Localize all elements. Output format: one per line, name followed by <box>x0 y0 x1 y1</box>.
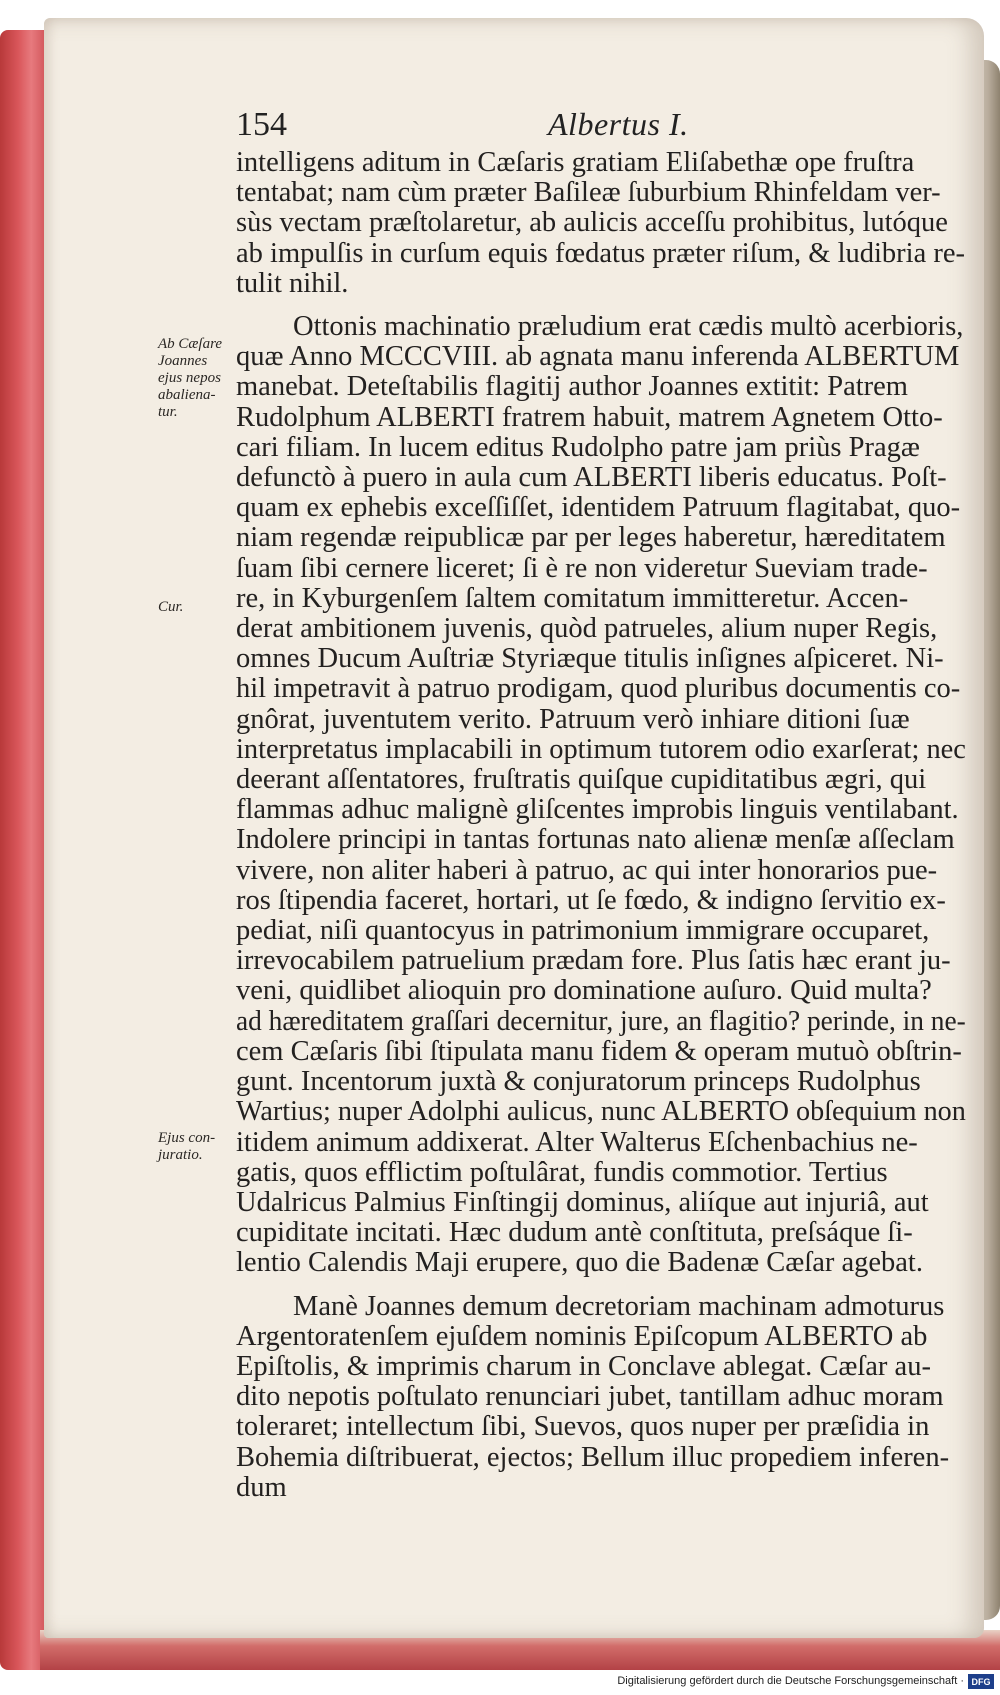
text-line: interpretatus implacabili in optimum tutorem odio exarſerat; nec <box>236 733 966 765</box>
text-line: Bohemia diſtribuerat, ejectos; Bellum illuc propediem inferen- <box>236 1441 950 1473</box>
paragraph <box>236 312 966 1279</box>
text-line: omnes Ducum Auſtriæ Styriæque titulis inſignes aſpiceret. Ni- <box>236 643 944 675</box>
text-line: vivere, non aliter haberi à patruo, ac qui inter honorarios pue- <box>236 854 938 886</box>
footer-bar <box>0 1672 1000 1695</box>
text-line: re, in Kyburgenſem ſaltem comitatum immitteretur. Accen- <box>236 582 909 614</box>
text-line: tulit nihil. <box>236 267 349 299</box>
text-line: hil impetravit à patruo prodigam, quod pluribus documentis co- <box>236 673 961 705</box>
text-line: gatis, quos efflictim poſtulârat, fundis commotior. Tertius <box>236 1156 888 1188</box>
paragraph <box>236 1292 966 1503</box>
text-line: defunctò à puero in aula cum ALBERTI liberis educatus. Poſt- <box>236 462 947 494</box>
text-line: Indolere principi in tantas fortunas nato alienæ menſæ aſſeclam <box>236 824 955 856</box>
text-line: dito nepotis poſtulato renunciari jubet, tantillam adhuc moram <box>236 1381 944 1413</box>
text-line: itidem animum addixerat. Alter Walterus Eſchenbachius ne- <box>236 1126 918 1158</box>
main-text <box>236 148 966 1503</box>
text-line: Argentoratenſem ejuſdem nominis Epiſcopum ALBERTO ab <box>236 1320 928 1352</box>
text-line: quam ex ephebis exceſſiſſet, identidem Patruum flagitabat, quo- <box>236 492 961 524</box>
text-line: veni, quidlibet alioquin pro dominatione auſuro. Quid multa? <box>236 975 932 1007</box>
text-line: intelligens aditum in Cæſaris gratiam Eliſabethæ ope fruſtra <box>236 147 915 178</box>
text-line: Ottonis machinatio præludium erat cædis multò acerbioris, <box>293 311 964 343</box>
text-line: Manè Joannes demum decretoriam machinam admoturus <box>293 1290 945 1322</box>
text-line: niam regendæ reipublicæ par per leges haberetur, hæreditatem <box>236 522 946 554</box>
text-line: tentabat; nam cùm præter Baſileæ ſuburbium Rhinfeldam ver- <box>236 177 941 209</box>
text-line: Epiſtolis, & imprimis charum in Conclave ablegat. Cæſar au- <box>236 1350 931 1382</box>
text-line: ab impulſis in curſum equis fœdatus præter riſum, & ludibria re- <box>236 237 965 269</box>
text-line: gunt. Incentorum juxtà & conjuratorum princeps Rudolphus <box>236 1066 921 1098</box>
marginal-note: Ejus con- juratio. <box>158 1130 216 1163</box>
text-line: toleraret; intellectum ſibi, Suevos, quos nuper per præſidia in <box>236 1411 930 1443</box>
text-line: deerant aſſentatores, fruſtratis quiſque cupiditatibus ægri, qui <box>236 764 927 796</box>
text-line: ſuam ſibi cernere liceret; ſi è re non videretur Sueviam trade- <box>236 552 928 584</box>
running-title: Albertus I. <box>548 106 689 142</box>
text-line: flammas adhuc malignè gliſcentes improbis linguis ventilabant. <box>236 794 959 826</box>
dfg-logo: DFG <box>968 1674 994 1689</box>
text-line: cari filiam. In lucem editus Rudolpho patre jam priùs Pragæ <box>236 431 920 463</box>
marginal-note: Ab Cæſare Joannes ejus nepos abaliena- tur. <box>158 336 223 420</box>
text-line: cupiditate incitati. Hæc dudum antè conſtituta, preſsáque ſi- <box>236 1217 913 1249</box>
footer-credit: Digitalisierung gefördert durch die Deutsche Forschungsgemeinschaft · <box>617 1675 964 1687</box>
text-line: pediat, niſi quantocyus in patrimonium immigrare occuparet, <box>236 915 930 947</box>
text-line: Udalricus Palmius Finſtingij dominus, aliíque aut injuriâ, aut <box>236 1186 929 1218</box>
text-line: quæ Anno MCCCVIII. ab agnata manu inferenda ALBERTUM <box>236 341 960 373</box>
text-line: dum <box>236 1471 287 1503</box>
text-line: Wartius; nuper Adolphi aulicus, nunc ALBERTO obſequium non <box>236 1096 966 1128</box>
page-number: 154 <box>236 106 287 143</box>
text-line: gnôrat, juventutem verito. Patruum verò inhiare ditioni ſuæ <box>236 703 910 735</box>
text-line: cem Cæſaris ſibi ſtipulata manu fidem & operam mutuò obſtrin- <box>236 1035 962 1067</box>
text-line: ros ſtipendia faceret, hortari, ut ſe fœdo, & indigno ſervitio ex- <box>236 884 946 916</box>
text-line: sùs vectam præſtolaretur, ab aulicis acceſſu prohibitus, lutóque <box>236 207 948 239</box>
paragraph <box>236 148 966 299</box>
marginal-note: Cur. <box>158 599 184 615</box>
text-line: lentio Calendis Maji erupere, quo die Badenæ Cæſar agebat. <box>236 1247 923 1279</box>
text-line: ad hæreditatem graſſari decernitur, jure, an flagitio? perinde, in ne- <box>236 1005 966 1037</box>
text-line: derat ambitionem juvenis, quòd patrueles, alium nuper Regis, <box>236 613 938 645</box>
text-line: Rudolphum ALBERTI fratrem habuit, matrem Agnetem Otto- <box>236 401 943 433</box>
text-line: irrevocabilem patruelium prædam fore. Plus ſatis hæc erant ju- <box>236 945 951 977</box>
text-line: manebat. Deteſtabilis flagitij author Joannes extitit: Patrem <box>236 371 908 403</box>
